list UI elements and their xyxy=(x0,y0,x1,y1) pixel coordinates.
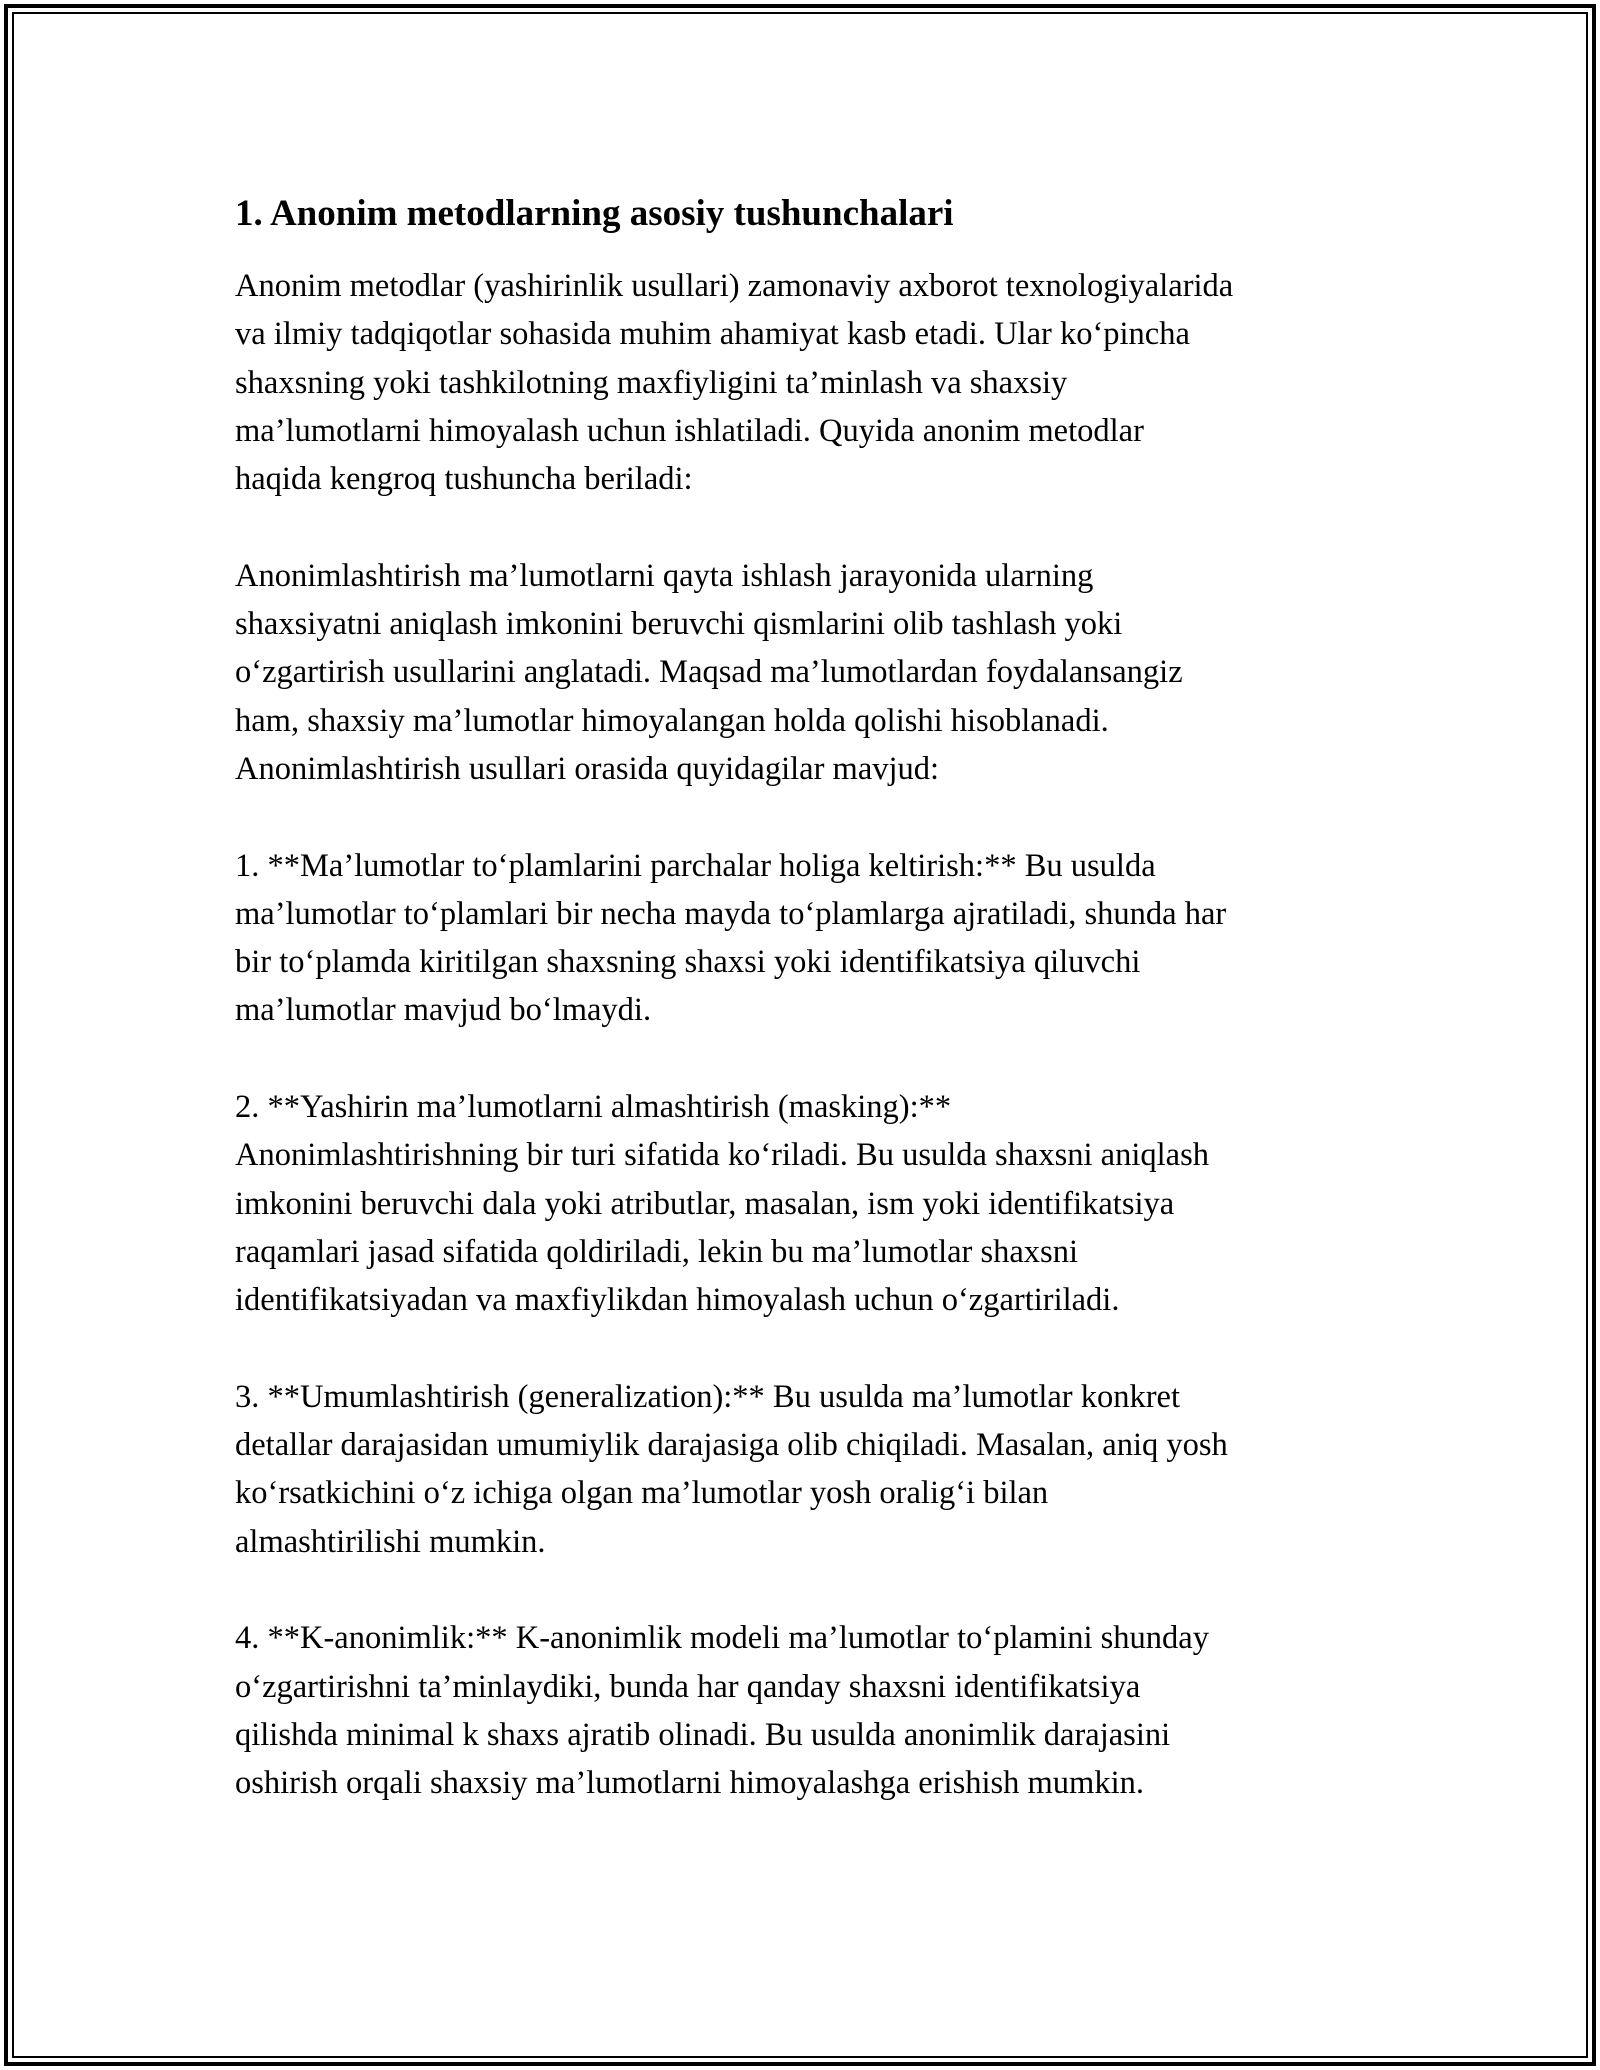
document-body xyxy=(235,186,1370,1808)
section-heading: 1. Anonim metodlarning asosiy tushunchalari xyxy=(235,193,954,234)
paragraph-intro: Anonim metodlar (yashirinlik usullari) zamonaviy axborot texnologiyalarida va ilmiy tadqiqotlar sohasida muhim ahamiyat kasb etadi. Ular ko‘pincha shaxsning yoki tashkilotning maxfiyligini ta’minlash va shaxsiy ma’lumotlarni himoyalash uchun ishlatiladi. Quyida anonim metodlar haqida kengroq tushuncha beriladi: xyxy=(235,268,1234,498)
list-item-2: 2. **Yashirin ma’lumotlarni almashtirish (masking):** Anonimlashtirishning bir turi sifatida ko‘riladi. Bu usulda shaxsni aniqlash imkonini beruvchi dala yoki atributlar, masalan, ism yoki identifikatsiya raqamlari jasad sifatida qoldiriladi, lekin bu ma’lumotlar shaxsni identifikatsiyadan va maxfiylikdan himoyalash uchun o‘zgartiriladi. xyxy=(235,1089,1209,1319)
list-item-1: 1. **Ma’lumotlar to‘plamlarini parchalar holiga keltirish:** Bu usulda ma’lumotlar to‘plamlari bir necha mayda to‘plamlarga ajratiladi, shunda har bir to‘plamda kiritilgan shaxsning shaxsi yoki identifikatsiya qiluvchi ma’lumotlar mavjud bo‘lmaydi. xyxy=(235,847,1227,1029)
list-item-3: 3. **Umumlashtirish (generalization):** Bu usulda ma’lumotlar konkret detallar darajasidan umumiylik darajasiga olib chiqiladi. Masalan, aniq yosh ko‘rsatkichini o‘z ichiga olgan ma’lumotlar yosh oralig‘i bilan almashtirilishi mumkin. xyxy=(235,1378,1228,1560)
list-item-4: 4. **K-anonimlik:** K-anonimlik modeli ma’lumotlar to‘plamini shunday o‘zgartirishni ta’minlaydiki, bunda har qanday shaxsni identifikatsiya qilishda minimal k shaxs ajratib olinadi. Bu usulda anonimlik darajasini oshirish orqali shaxsiy ma’lumotlarni himoyalashga erishish mumkin. xyxy=(235,1620,1209,1802)
paragraph-anonymization: Anonimlashtirish ma’lumotlarni qayta ishlash jarayonida ularning shaxsiyatni aniqlash imkonini beruvchi qismlarini olib tashlash yoki o‘zgartirish usullarini anglatadi. Maqsad ma’lumotlardan foydalansangiz ham, shaxsiy ma’lumotlar himoyalangan holda qolishi hisoblanadi. Anonimlashtirish usullari orasida quyidagilar mavjud: xyxy=(235,557,1183,787)
